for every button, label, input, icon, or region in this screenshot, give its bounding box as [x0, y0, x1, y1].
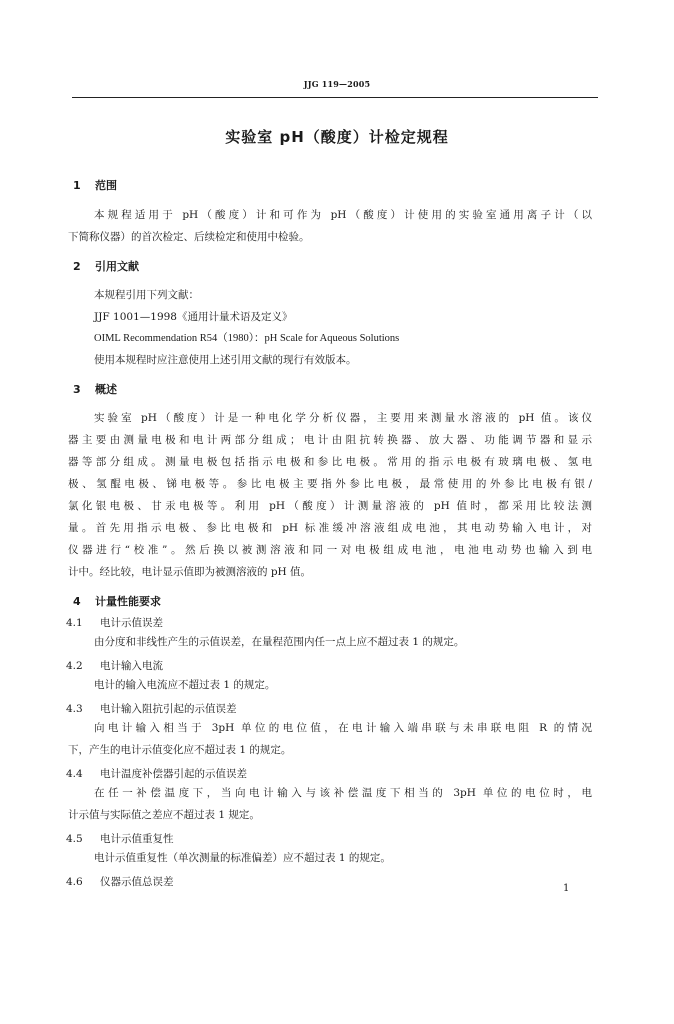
section-title: 概述	[95, 383, 117, 396]
paragraph-line: 计示值与实际值之差应不超过表 1 规定。	[68, 809, 260, 821]
section-4-heading	[73, 593, 161, 609]
subsection-number: 4.5	[66, 833, 83, 845]
page-number: 1	[563, 883, 570, 894]
subsection-title: 电计示值重复性	[100, 833, 174, 845]
section-1-heading	[73, 177, 117, 193]
paragraph-line: 由分度和非线性产生的示值误差，在量程范围内任一点上应不超过表 1 的规定。	[94, 636, 465, 648]
paragraph-line: 仪器进行“校准”。然后换以被测溶液和同一对电极组成电池，电池电动势也输入到电	[68, 544, 592, 556]
header-rule	[72, 97, 598, 98]
section-number: 4	[73, 595, 81, 608]
subsection-number: 4.3	[66, 703, 83, 715]
paragraph-line: 器等部分组成。测量电极包括指示电极和参比电极。常用的指示电极有玻璃电极、氢电	[68, 456, 592, 468]
section-number: 1	[73, 179, 81, 192]
subsection-number: 4.2	[66, 660, 83, 672]
paragraph-line: 使用本规程时应注意使用上述引用文献的现行有效版本。	[94, 354, 357, 366]
subsection-4-6-heading	[66, 874, 174, 889]
paragraph-line: 电计示值重复性（单次测量的标准偏差）应不超过表 1 的规定。	[94, 852, 391, 864]
paragraph-line: 电计的输入电流应不超过表 1 的规定。	[94, 679, 276, 691]
section-title: 引用文献	[95, 260, 139, 273]
section-2-heading	[73, 258, 139, 274]
standard-code-header: JJG 119—2005	[303, 79, 371, 89]
reference-item: JJF 1001—1998《通用计量术语及定义》	[94, 311, 293, 323]
section-number: 3	[73, 383, 81, 396]
subsection-title: 电计输入阻抗引起的示值误差	[100, 703, 237, 715]
subsection-4-2-heading	[66, 658, 163, 673]
paragraph-line: 氯化银电极、甘汞电极等。利用 pH（酸度）计测量溶液的 pH 值时，都采用比较法测	[68, 500, 592, 512]
paragraph-line: 量。首先用指示电极、参比电极和 pH 标准缓冲溶液组成电池，其电动势输入电计，对	[68, 522, 592, 534]
subsection-4-1-heading	[66, 615, 163, 630]
section-title: 范围	[95, 179, 117, 192]
reference-item: OIML Recommendation R54（1980）：pH Scale for Aqueous Solutions	[94, 333, 400, 344]
paragraph-line: 器主要由测量电极和电计两部分组成；电计由阻抗转换器、放大器、功能调节器和显示	[68, 434, 592, 446]
paragraph-line: 极、氢醌电极、锑电极等。参比电极主要指外参比电极，最常使用的外参比电极有银/	[68, 478, 592, 490]
paragraph-line: 下，产生的电计示值变化应不超过表 1 的规定。	[68, 744, 292, 756]
subsection-number: 4.4	[66, 768, 83, 780]
paragraph-line: 计中。经比较，电计显示值即为被测溶液的 pH 值。	[68, 566, 312, 578]
section-3-heading	[73, 381, 117, 397]
paragraph-line: 本规程引用下列文献：	[94, 289, 199, 301]
paragraph-line: 本规程适用于 pH（酸度）计和可作为 pH（酸度）计使用的实验室通用离子计（以	[94, 209, 592, 221]
document-title: 实验室 pH（酸度）计检定规程	[225, 128, 449, 146]
subsection-4-5-heading	[66, 831, 174, 846]
subsection-4-4-heading	[66, 766, 247, 781]
subsection-title: 电计温度补偿器引起的示值误差	[100, 768, 247, 780]
subsection-number: 4.1	[66, 617, 83, 629]
subsection-number: 4.6	[66, 876, 83, 888]
subsection-title: 电计示值误差	[100, 617, 163, 629]
section-number: 2	[73, 260, 81, 273]
paragraph-line: 在任一补偿温度下，当向电计输入与该补偿温度下相当的 3pH 单位的电位时，电	[94, 787, 592, 799]
section-title: 计量性能要求	[95, 595, 161, 608]
subsection-title: 仪器示值总误差	[100, 876, 174, 888]
subsection-title: 电计输入电流	[100, 660, 163, 672]
paragraph-line: 下简称仪器）的首次检定、后续检定和使用中检验。	[68, 231, 310, 243]
paragraph-line: 实验室 pH（酸度）计是一种电化学分析仪器，主要用来测量水溶液的 pH 值。该仪	[94, 412, 592, 424]
paragraph-line: 向电计输入相当于 3pH 单位的电位值，在电计输入端串联与未串联电阻 R 的情况	[94, 722, 592, 734]
subsection-4-3-heading	[66, 701, 237, 716]
